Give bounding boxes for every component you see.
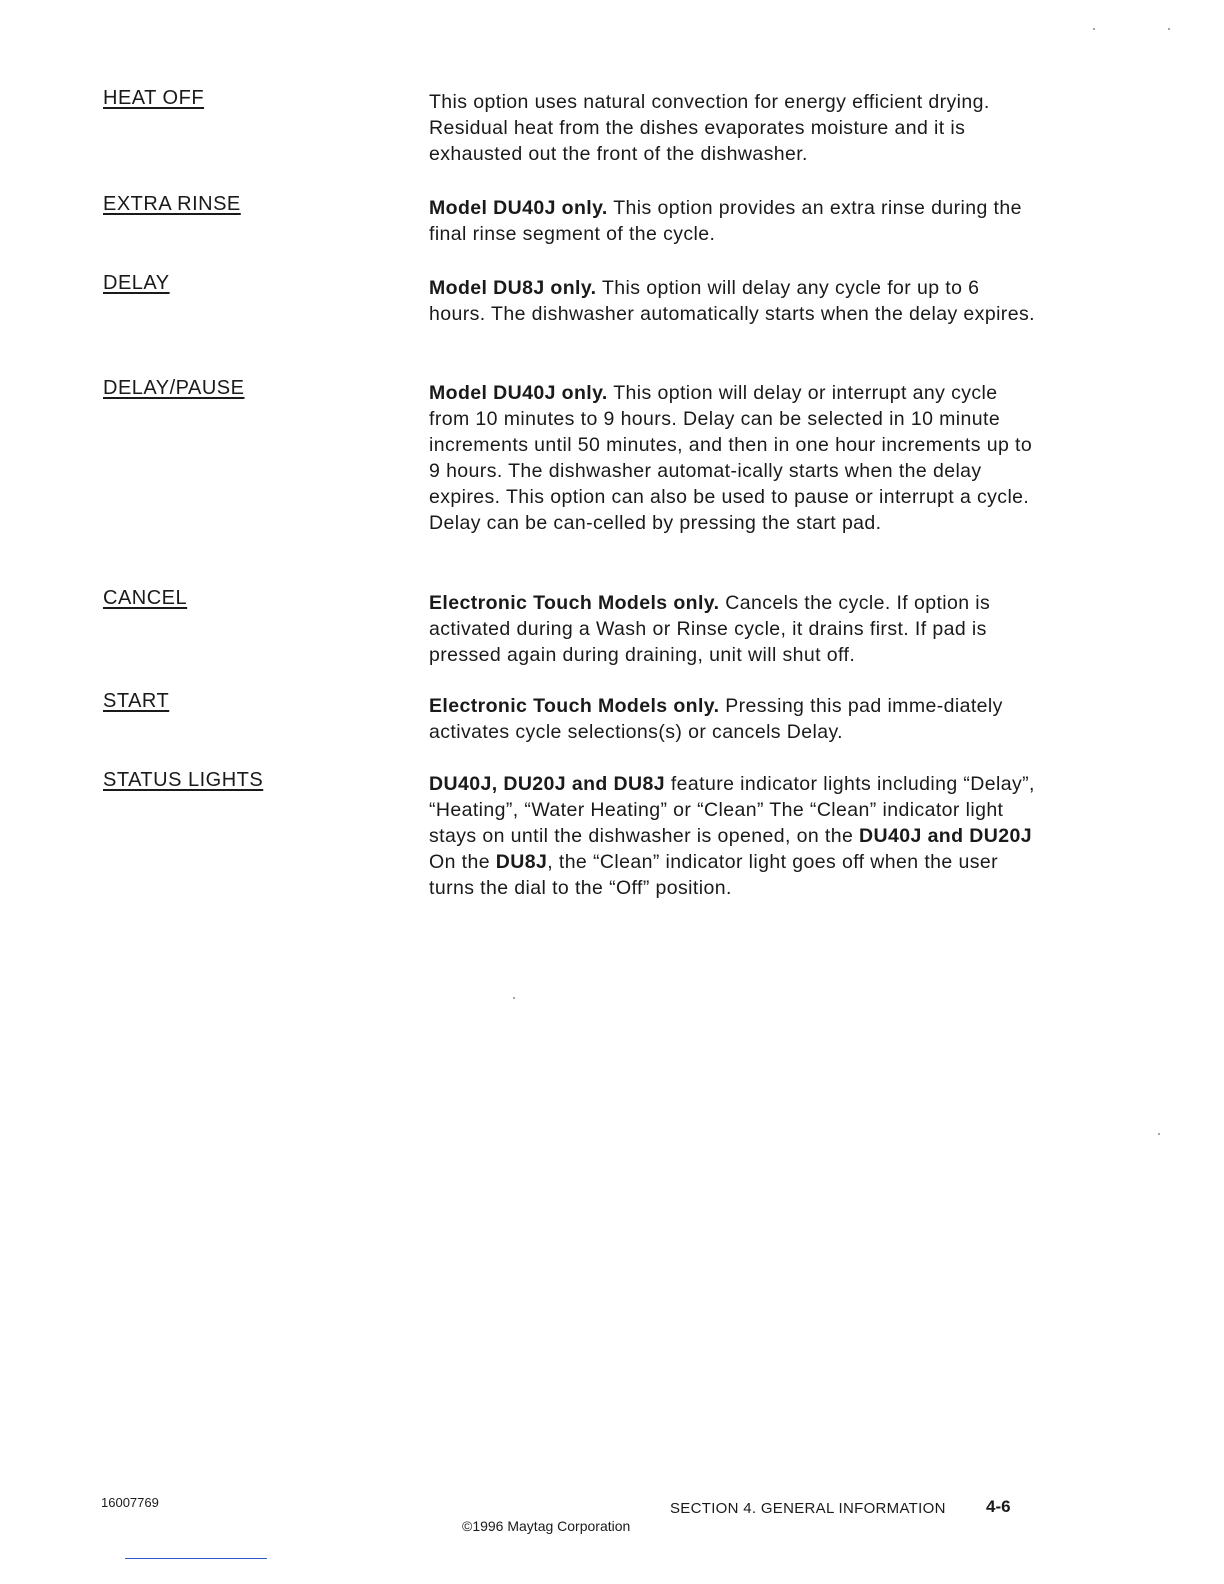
desc-lead: Model DU8J only. [429,277,597,299]
term-status-lights: STATUS LIGHTS [103,769,264,791]
document-number: 16007769 [101,1495,159,1510]
desc-heat-off [429,89,1039,167]
model-list: DU40J, DU20J and DU8J [429,773,665,795]
desc-text: This option uses natural convection for energy efficient drying. Residual heat from the dishes evaporates moisture and it is exhausted out the front of the dishwasher. [429,91,990,165]
desc-status-lights [429,771,1039,901]
scan-speck [513,997,515,999]
desc-text: This option will delay or interrupt any cycle from 10 minutes to 9 hours. Delay can be selected in 10 minute increments until 50 minutes, and then in one hour increments up to 9 hours. The dishwasher automat-ically starts when the delay expires. This option can also be used to pause or interrupt a cycle. Delay can be can-celled by pressing the start pad. [429,382,1033,534]
term-start: START [103,690,170,712]
desc-lead: Model DU40J only. [429,197,608,219]
model-name: DU8J [495,851,548,873]
term-cancel: CANCEL [103,587,188,609]
bottom-rule [125,1558,267,1559]
model-list: DU40J and DU20J [859,825,1032,847]
desc-text: , the “Clean” indicator light goes off when the user turns the dial to the “Off” position. [429,851,999,899]
desc-text: This option provides an extra rinse during the final rinse segment of the cycle. [429,197,1022,245]
desc-start [429,693,1039,745]
desc-lead: Electronic Touch Models only. [429,592,720,614]
desc-delay [429,275,1039,327]
desc-text: Cancels the cycle. If option is activated during a Wash or Rinse cycle, it drains first. If pad is pressed again during draining, unit will shut off. [429,592,991,666]
desc-cancel [429,590,1039,668]
term-delay-pause: DELAY/PAUSE [103,377,245,399]
desc-text: This option will delay any cycle for up to 6 hours. The dishwasher automatically starts when the delay expires. [429,277,1035,325]
desc-text: On the [429,851,496,873]
copyright: ©1996 Maytag Corporation [462,1518,631,1534]
page-number: 4-6 [986,1497,1011,1516]
term-delay: DELAY [103,272,170,294]
desc-lead: Model DU40J only. [429,382,608,404]
scan-speck [1168,28,1170,30]
desc-extra-rinse [429,195,1039,247]
desc-text: feature indicator lights including “Delay”, “Heating”, “Water Heating” or “Clean” The “Clean” indicator light stays on until the dishwasher is opened, on the [429,773,1035,847]
desc-text: Pressing this pad imme-diately activates cycle selections(s) or cancels Delay. [429,695,1003,743]
desc-delay-pause [429,380,1039,536]
term-heat-off: HEAT OFF [103,87,205,109]
term-extra-rinse: EXTRA RINSE [103,193,241,215]
scan-speck [1158,1133,1160,1135]
section-title: SECTION 4. GENERAL INFORMATION [670,1500,946,1517]
scan-speck [1093,28,1095,30]
desc-lead: Electronic Touch Models only. [429,695,720,717]
